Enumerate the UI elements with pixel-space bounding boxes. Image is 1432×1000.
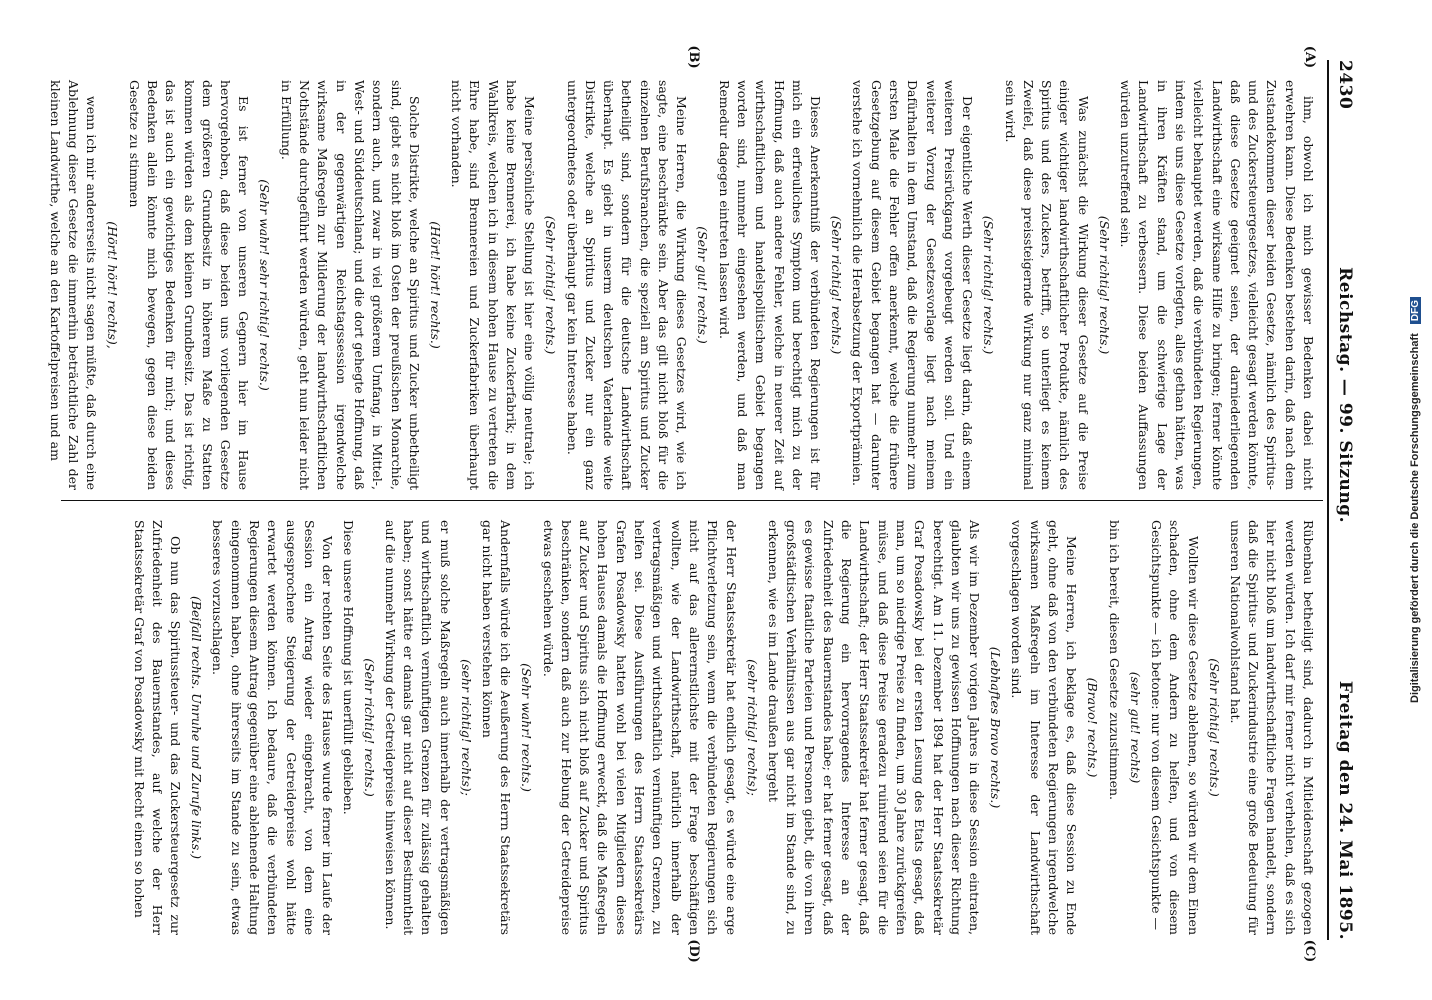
paragraph: Von der rechten Seite des Hauses wurde ferner im Laufe der Session ein Antrag wieder eingebracht, von dem eine ausgesprochene Steigerung der Getreidepreise wohl hätte erwartet werden können. Ich bedaure, daß die verbündeten Regierungen diesem Antrag gegenüber eine ablehnende Haltung eingenommen haben, ohne ihrerseits im Stande zu sein, etwas besseres vorzuschlagen.: [210, 520, 336, 935]
interjection: (Sehr richtig! rechts.): [1206, 658, 1222, 797]
paragraph: Der eigentliche Werth dieser Gesetze liegt darin, daß einem weiteren Preisrückgang vorgebeugt werden soll. Und ein weiterer Vorzug der Gesetzesvorlage liegt nach meinem Dafürhalten in dem Umstand, daß die Regierung nunmehr zum ersten Male die Fehler offen anerkennt, welche die frühere Gesetzgebung auf diesem Gebiet begangen hat — darunter verstehe ich vornehmlich die Herabsetzung der Exportprämien.: [850, 80, 976, 490]
paragraph: Meine Herren, ich beklage es, daß diese Session zu Ende geht, ohne daß von den verbündeten Regierungen irgendwelche wirksamen Maßregeln im Interesse der Landwirthschaft vorgeschlagen worden sind.: [1009, 520, 1080, 935]
margin-marker-c: (C): [1302, 939, 1317, 963]
paragraph: Solche Distrikte, welche an Spiritus und Zucker unbetheiligt sind, giebt es nicht bloß im Osten der preußischen Monarchie, sondern auch, und zwar in viel größerem Umfang, in Mittel-, West- und Süddeutschland; und die dort gehegte Hoffnung, daß in der gegenwärtigen Reichstagssession irgendwelche wirksame Maßregeln zur Milderung der landwirthschaftlichen Nothstände durchgeführt werden würden, geht nun leider nicht in Erfüllung.: [278, 80, 422, 490]
interjection: (sehr richtig! rechts);: [744, 659, 760, 796]
paragraph: er muß solche Maßregeln auch innerhalb der vertragsmäßigen und wirthschaftlich vernünftigen Grenzen für zulässig gehalten haben; sonst hätte er damals gar nicht auf dieser Bestimmtheit auf die nunmehr Wirkung der Getreidepreise hinweisen können.: [382, 520, 453, 935]
paragraph: Als wir im Dezember vorigen Jahres in diese Session eintraten, glaubten wir uns zu gewissen Hoffnungen nach dieser Richtung berechtigt. Am 11. Dezember 1894 hat der Herr Staatssekretär Graf Posadowsky bei der ersten Lesung des Etats gesagt, daß man, um so niedrige Preise zu finden, um 30 Jahre zurückgreifen müsse, und daß diese Preise geradezu ruinirend seien für die Landwirthschaft; der Herr Staatssekretär hat ferner gesagt, daß die Regierung ein hervorragendes Interesse an der Zufriedenheit des Bauernstandes habe; er hat ferner gesagt, daß es gewisse ſtaatliche Parteien und Personen giebt, die von ihren großstädtischen Verhältnissen aus gar nicht im Stande sind, zu erkennen, wie es im Lande draußen hergeht: [765, 520, 983, 935]
credit-text: Digitalisierung gefördert durch die Deutsche Forschungsgemeinschaft: [1409, 333, 1421, 703]
interjection: (Sehr richtig! rechts.): [829, 215, 845, 355]
interjection: (Bravo! rechts.): [1085, 677, 1101, 778]
paragraph: Was zunächst die Wirkung dieser Gesetze auf die Preise einiger wichtiger landwirthschaftlicher Produkte, nämlich des Spiritus und des Zuckers, betrifft, so unterliegt es keinem Zweifel, daß diese preissteigernde Wirkung nur ganz minimal sein wird.: [1002, 80, 1091, 490]
paragraph: Ob nun das Spiritussteuer- und das Zuckersteuergesetz zur Zufriedenheit des Bauernstandes, auf welche der Herr Staatssekretär Graf von Posadowsky mit Recht einen so hohen: [131, 520, 184, 935]
paragraph: ihm, obwohl ich mich gewisser Bedenken dabei nicht erwehren kann. Diese Bedenken bestehen darin, daß nach dem Zustandekommen dieser beiden Gesetze, nämlich des Spiritus- und des Zuckersteuergesetzes, vielleicht gesagt werden könnte, daß diese Gesetze geeignet seien, der darniederliegenden Landwirthschaft eine wirksame Hilfe zu bringen; ferner könnte vielleicht behauptet werden, daß die verbündeten Regierungen, indem sie uns diese Gesetze vorlegten, alles gethan hätten, was in ihren Kräften stand, um die schwierige Lage der Landwirthschaft zu verbessern. Diese beiden Auffassungen würden unzutreffend sein.: [1118, 80, 1316, 490]
margin-marker-a: (A): [1302, 45, 1317, 69]
interjection: (Sehr gut! rechts.): [695, 226, 711, 344]
session-date: Freitag den 24. Mai 1895.: [1335, 680, 1355, 940]
header-rule: [1327, 60, 1329, 940]
digitization-credit: [1398, 0, 1432, 1000]
paragraph: Wollten wir diese Gesetze ablehnen, so würden wir dem Einen schaden, ohne dem Andern zu helfen, und von diesem Gesichtspunkte — ich betone: nur von diesem Gesichtspunkte —: [1148, 520, 1201, 935]
session-title: Reichstag. — 99. Sitzung.: [1335, 267, 1355, 524]
paragraph: Dieses Anerkenntniß der verbündeten Regierungen ist für mich ein erfreuliches Symptom und berechtigt mich zu der Hoffnung, daß auch andere Fehler, welche in neuerer Zeit auf wirthschaftlichem und handelspolitischem Gebiet begangen worden sind, nunmehr eingesehen werden, und daß man Remedur dagegen eintreten lassen wird.: [716, 80, 824, 490]
interjection: (Sehr richtig! rechts.): [361, 658, 377, 797]
interjection: (Sehr richtig! rechts.): [543, 215, 559, 355]
margin-marker-d: (D): [686, 939, 701, 963]
paragraph: bin ich bereit, diesen Gesetze zuzustimmen.: [1106, 520, 1122, 801]
paragraph: Meine persönliche Stellung ist hier eine völlig neutrale; ich habe keine Brennerei, ich habe keine Zuckerfabrik; in dem Wahlkreis, welchen ich in diesem hohen Hause zu vertreten die Ehre habe, sind Brennereien und Zuckerfabriken überhaupt nicht vorhanden.: [449, 80, 538, 490]
interjection: (Hört! hört! rechts),: [105, 221, 121, 349]
paragraph: wenn ich mir andererseits nicht sagen müßte, daß durch eine Ablehnung dieser Gesetze die immerhin beträchtliche Zahl der kleinen Landwirthe, welche an den Kartoffelpreisen und am: [47, 80, 100, 490]
interjection: (Sehr richtig! rechts.): [1096, 215, 1112, 355]
interjection: (Beifall rechts. Unruhe und Zurufe links.): [189, 595, 205, 860]
text-column-right: [65, 520, 1317, 935]
interjection: (Lebhaftes Bravo rechts.): [988, 646, 1004, 809]
paragraph: Andernfalls würde ich die Aeußerung des Herrn Staatssekretärs gar nicht haben verstehen können: [480, 520, 514, 935]
paragraph: Rübenbau betheiligt sind, dadurch in Mitleidenschaft gezogen werden würden. Ich darf mir ferner nicht verhehlen, daß es sich hier nicht bloß um landwirthschaftliche Fragen handelt, sondern daß die Spiritus- und Zuckerindustrie eine große Bedeutung für unseren Nationalwohlstand hat.: [1227, 520, 1316, 935]
column-divider: [61, 500, 1323, 501]
running-head: [1335, 60, 1361, 940]
interjection: (Sehr wahr! sehr richtig! rechts.): [257, 179, 273, 391]
paragraph: Meine Herren, die Wirkung dieses Gesetzes wird, wie ich sagte, eine beschränkte sein. Aber das gilt nicht bloß für die einzelnen Berufsbranchen, die speziell am Spiritus und Zucker betheiligt sind, sondern für die deutsche Landwirthschaft überhaupt. Es giebt in unserm deutschen Vaterlande weite Distrikte, welche an Spiritus und Zucker nur ein ganz untergeordnetes oder überhaupt gar kein Interesse haben.: [564, 80, 690, 490]
paragraph: der Herr Staatssekretär hat endlich gesagt, es würde eine arge Pflichtverletzung sein, wenn die verbündeten Regierungen sich nicht auf das allerernstlichste mit der Frage beschäftigen wollten, wie der Landwirthschaft, natürlich innerhalb der vertragsmäßigen und wirthschaftlich vernünftigen Grenzen, zu helfen sei. Diese Ausführungen des Herrn Staatssekretärs Grafen Posadowsky hatten wohl bei vielen Mitgliedern dieses hohen Hauses damals die Hoffnung erweckt, daß die Maßregeln auf Zucker und Spiritus sich nicht bloß auf Zucker und Spiritus beschränken, sondern daß auch zur Hebung der Getreidepreise etwas geschehen würde.: [540, 520, 739, 935]
interjection: (sehr richtig! rechts);: [458, 659, 474, 796]
paragraph: Es ist ferner von unseren Gegnern hier im Hause hervorgehoben, daß diese beiden uns vorliegenden Gesetze dem größeren Grundbesitz in höherem Maße zu Statten kommen würden als dem kleinen Grundbesitz. Das ist richtig, das ist auch ein gewichtiges Bedenken für mich; und dieses Bedenken allein könnte mich bewegen, gegen diese beiden Gesetze zu stimmen: [126, 80, 252, 490]
interjection: (Sehr wahr! rechts.): [519, 663, 535, 792]
document-page: [31, 30, 1401, 970]
page-number: 2430: [1335, 60, 1355, 110]
interjection: (Sehr richtig! rechts.): [981, 215, 997, 355]
interjection: (sehr gut! rechts): [1127, 671, 1143, 784]
paragraph: Diese unsere Hoffnung ist unerfüllt geblieben.: [340, 520, 356, 815]
dfg-logo: DFG: [1410, 297, 1421, 324]
text-column-left: [47, 80, 1317, 490]
interjection: (Hört! hört! rechts.): [427, 221, 443, 349]
margin-marker-b: (B): [686, 45, 701, 69]
